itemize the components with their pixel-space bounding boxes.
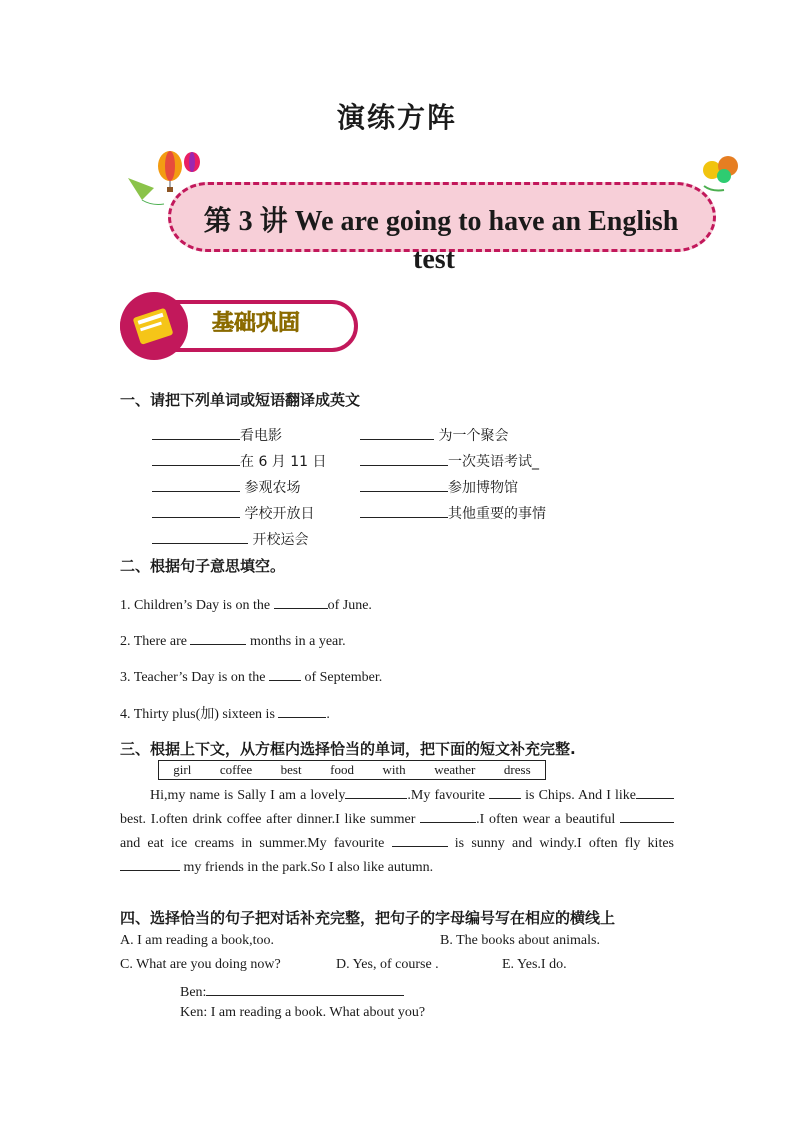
sec1-item-9: 开校运会 bbox=[152, 529, 308, 549]
answer-blank[interactable] bbox=[152, 451, 240, 466]
answer-blank[interactable] bbox=[274, 594, 328, 609]
sec1-item-4: 一次英语考试_ bbox=[360, 451, 539, 471]
sec1-item-1: 看电影 bbox=[152, 425, 282, 445]
sec1-item-2: 为一个聚会 bbox=[360, 425, 508, 445]
word-bank-word: with bbox=[382, 762, 406, 777]
sec1-item-8: 其他重要的事情 bbox=[360, 503, 546, 523]
answer-blank[interactable] bbox=[278, 703, 326, 718]
sec1-item-5: 参观农场 bbox=[152, 477, 300, 497]
answer-blank[interactable] bbox=[206, 981, 404, 996]
answer-blank[interactable] bbox=[620, 808, 674, 823]
dialogue-ben: Ben: bbox=[180, 981, 404, 1001]
section2-heading: 二、根据句子意思填空。 bbox=[120, 557, 286, 575]
balloon-kite-right-icon bbox=[694, 152, 750, 196]
option-e: E. Yes.I do. bbox=[502, 957, 567, 972]
answer-blank[interactable] bbox=[120, 856, 180, 871]
sec1-item-6: 参加博物馆 bbox=[360, 477, 518, 497]
word-bank-word: girl bbox=[173, 762, 192, 777]
answer-blank[interactable] bbox=[392, 832, 448, 847]
word-bank-word: dress bbox=[503, 762, 531, 777]
answer-blank[interactable] bbox=[360, 425, 434, 440]
sec2-question-4: 4. Thirty plus(加) sixteen is . bbox=[120, 703, 330, 723]
answer-blank[interactable] bbox=[152, 477, 240, 492]
answer-blank[interactable] bbox=[269, 666, 301, 681]
word-bank-word: best bbox=[280, 762, 302, 777]
word-bank-word: food bbox=[330, 762, 354, 777]
option-d: D. Yes, of course . bbox=[336, 957, 439, 972]
option-c: C. What are you doing now? bbox=[120, 957, 281, 972]
answer-blank[interactable] bbox=[152, 425, 240, 440]
book-icon bbox=[120, 292, 188, 360]
word-bank-word: coffee bbox=[219, 762, 253, 777]
option-b: B. The books about animals. bbox=[440, 933, 600, 948]
option-a: A. I am reading a book,too. bbox=[120, 933, 274, 948]
answer-blank[interactable] bbox=[152, 529, 248, 544]
sec1-item-7: 学校开放日 bbox=[152, 503, 314, 523]
word-bank-word: weather bbox=[434, 762, 476, 777]
sec1-item-3: 在 6 月 11 日 bbox=[152, 451, 327, 471]
badge-label: 基础巩固 bbox=[212, 311, 301, 336]
sec2-question-3: 3. Teacher’s Day is on the of September. bbox=[120, 666, 382, 686]
section1-heading: 一、请把下列单词或短语翻译成英文 bbox=[120, 391, 361, 409]
answer-blank[interactable] bbox=[360, 477, 448, 492]
sec2-question-2: 2. There are months in a year. bbox=[120, 630, 346, 650]
answer-blank[interactable] bbox=[152, 503, 240, 518]
page-title: 演练方阵 bbox=[336, 101, 457, 134]
section4-heading: 四、选择恰当的句子把对话补充完整，把句子的字母编号写在相应的横线上 bbox=[120, 909, 616, 927]
answer-blank[interactable] bbox=[345, 784, 407, 799]
answer-blank[interactable] bbox=[190, 630, 246, 645]
answer-blank[interactable] bbox=[360, 503, 448, 518]
cloze-paragraph: Hi,my name is Sally I am a lovely .My favourite is Chips. And I likebest. I.often drink coffee after dinner.I like summer .I often wear a beautiful and eat ice creams in summer.My favourite is sunny and windy.I often fly kites my friends in the park.So I also like autumn. bbox=[120, 784, 674, 880]
lesson-title-line2: test bbox=[413, 244, 455, 275]
lesson-title-line1: 第 3 讲 We are going to have an English bbox=[203, 206, 679, 237]
section3-heading: 三、根据上下文，从方框内选择恰当的单词，把下面的短文补充完整. bbox=[120, 740, 576, 758]
answer-blank[interactable] bbox=[636, 784, 674, 799]
answer-blank[interactable] bbox=[360, 451, 448, 466]
answer-blank[interactable] bbox=[420, 808, 476, 823]
answer-blank[interactable] bbox=[489, 784, 521, 799]
sec2-question-1: 1. Children’s Day is on the of June. bbox=[120, 594, 372, 614]
word-bank-box bbox=[158, 760, 546, 780]
dialogue-ken: Ken: I am reading a book. What about you? bbox=[180, 1005, 426, 1020]
